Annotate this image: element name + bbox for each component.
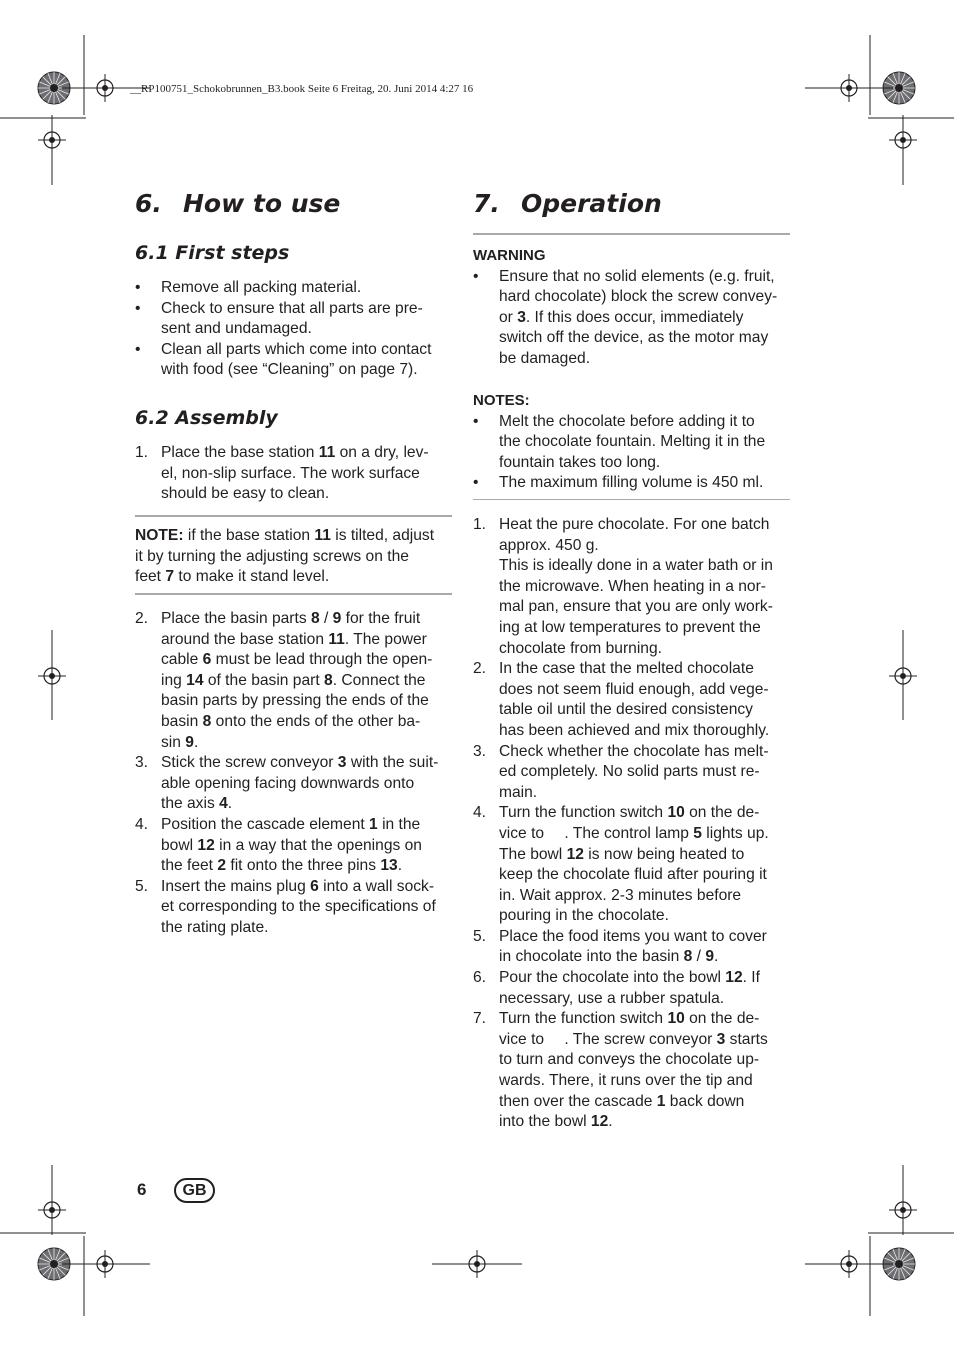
page-number: 6 xyxy=(137,1180,147,1199)
language-badge: GB xyxy=(174,1178,215,1203)
operation-steps-list xyxy=(473,515,790,1133)
bullet-icon: • xyxy=(473,412,479,430)
list-item: • Remove all packing material. xyxy=(135,278,452,299)
bullet-icon: • xyxy=(473,267,479,285)
list-item: 3. Check whether the chocolate has melt- ed completely. No solid parts must re- main. xyxy=(473,742,769,801)
list-item: • Melt the chocolate before adding it to the chocolate fountain. Melting it in the fountain takes too long. xyxy=(473,412,766,471)
warning-box xyxy=(473,246,790,370)
list-item: 5. Place the food items you want to cover in chocolate into the basin 8 / 9. xyxy=(473,927,767,966)
assembly-step-1 xyxy=(135,443,452,505)
list-item: 4. Position the cascade element 1 in the bowl 12 in a way that the openings on the feet 2 fit onto the three pins 13. xyxy=(135,815,422,875)
assembly-note: NOTE: if the base station 11 is tilted, adjust it by turning the adjusting screws on the feet 7 to make it stand level. xyxy=(135,527,435,586)
bullet-icon: • xyxy=(473,474,479,492)
list-item: • The maximum filling volume is 450 ml. xyxy=(473,473,790,494)
list-item: 5. Insert the mains plug 6 into a wall sock- et corresponding to the specifications of the rating plate. xyxy=(135,877,436,936)
list-item: 3. Stick the screw conveyor 3 with the suit- able opening facing downwards onto the axis 4. xyxy=(135,754,439,813)
list-item: 1. Heat the pure chocolate. For one batch approx. 450 g. This is ideally done in a water bath or in the microwave. When heating in a nor- mal pan, ensure that you are only work- ing at low temperatures to prevent the chocolate from burning. xyxy=(473,516,773,657)
divider xyxy=(135,593,452,595)
bullet-icon: • xyxy=(135,279,141,296)
section-title-how-to-use: 6. How to use xyxy=(135,189,341,218)
notes-box xyxy=(473,391,790,494)
list-item: • Ensure that no solid elements (e.g. fruit, hard chocolate) block the screw convey- or 3. If this does occur, immediately switch off the device, as the motor may be damaged. xyxy=(473,267,778,367)
list-item: • Check to ensure that all parts are pre- sent and undamaged. xyxy=(135,299,423,338)
list-item: 2. In the case that the melted chocolate does not seem fluid enough, add vege- table oil until the desired consistency has been achieved and mix thoroughly. xyxy=(473,660,770,739)
assembly-steps-list xyxy=(135,609,452,939)
notes-label: NOTES: xyxy=(473,392,530,409)
divider xyxy=(135,515,452,517)
list-item: • Clean all parts which come into contact with food (see “Cleaning” on page 7). xyxy=(135,340,432,379)
print-header: __RP100751_Schokobrunnen_B3.book Seite 6 Freitag, 20. Juni 2014 4:27 16 xyxy=(130,83,474,95)
bullet-icon: • xyxy=(135,340,141,358)
fountain-symbol-icon xyxy=(548,1032,564,1046)
list-item: 1. Place the base station 11 on a dry, lev- el, non-slip surface. The work surface should be easy to clean. xyxy=(135,444,429,503)
warning-label: WARNING xyxy=(473,247,546,264)
subheading-first-steps: 6.1 First steps xyxy=(135,242,290,264)
list-item: 6. Pour the chocolate into the bowl 12. If necessary, use a rubber spatula. xyxy=(473,969,760,1007)
list-item: 7. Turn the function switch 10 on the de- vice to . The screw conveyor 3 starts to turn and conveys the chocolate up- wards. There, it runs over the tip and then over the cascade 1 back down into the bowl 12. xyxy=(473,1010,768,1131)
divider xyxy=(473,233,790,235)
divider xyxy=(473,499,790,500)
bullet-icon: • xyxy=(135,299,141,317)
list-item: 2. Place the basin parts 8 / 9 for the fruit around the base station 11. The power cable 6 must be lead through the open- ing 14 of the basin part 8. Connect the basin parts by pressing the ends of the basin 8 onto the ends of the other ba- sin 9. xyxy=(135,610,433,751)
subheading-assembly: 6.2 Assembly xyxy=(135,407,278,429)
first-steps-list xyxy=(135,278,452,381)
heat-symbol-icon xyxy=(548,826,564,840)
list-item: 4. Turn the function switch 10 on the de- vice to . The control lamp 5 lights up. The bowl 12 is now being heated to keep the chocolate fluid after pouring it in. Wait approx. 2-3 minutes before pouring in the chocolate. xyxy=(473,804,769,925)
section-title-operation: 7. Operation xyxy=(473,189,662,218)
